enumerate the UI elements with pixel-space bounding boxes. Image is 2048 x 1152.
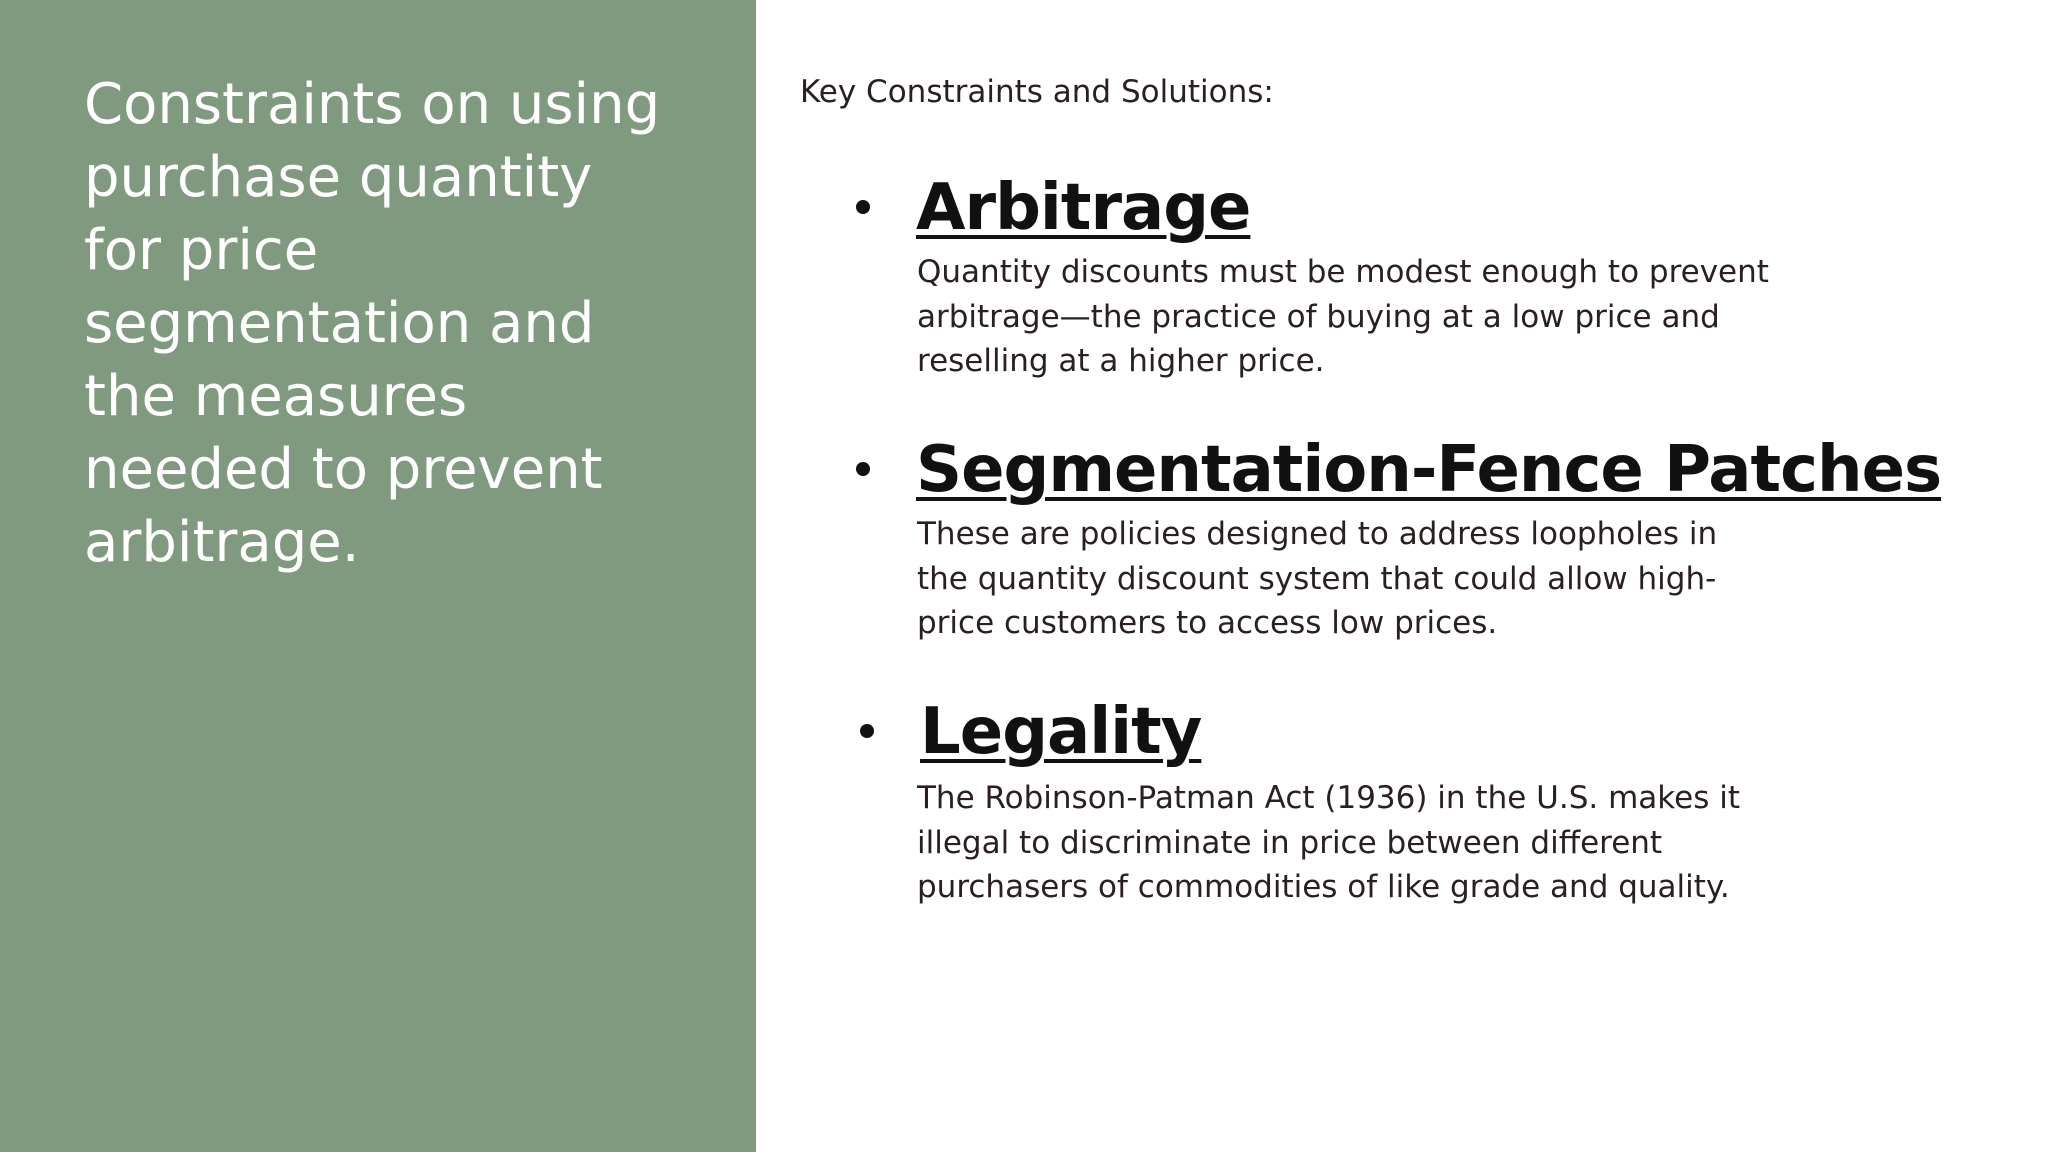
slide-title: Constraints on using purchase quantity for price segmentation and the measures needed to prevent arbitrage. <box>84 72 661 575</box>
bullet-body: These are policies designed to address loopholes in the quantity discount system that could allow high-price customers to access low prices. <box>917 516 1718 641</box>
bullet-dot-icon <box>856 200 870 214</box>
bullet-heading: Arbitrage <box>916 171 1251 245</box>
bullet-body: The Robinson-Patman Act (1936) in the U.S. makes it illegal to discriminate in price between different purchasers of commodities of like grade and quality. <box>917 780 1740 905</box>
bullet-dot-icon <box>860 724 874 738</box>
bullet-dot-icon <box>856 462 870 476</box>
bullet-body: Quantity discounts must be modest enough to prevent arbitrage—the practice of buying at a low price and reselling at a higher price. <box>917 254 1769 379</box>
title-panel <box>0 0 756 1152</box>
content-panel <box>800 0 2000 1152</box>
bullet-heading: Legality <box>920 695 1202 769</box>
bullet-heading: Segmentation-Fence Patches <box>916 433 1942 507</box>
intro-text: Key Constraints and Solutions: <box>800 74 1274 110</box>
